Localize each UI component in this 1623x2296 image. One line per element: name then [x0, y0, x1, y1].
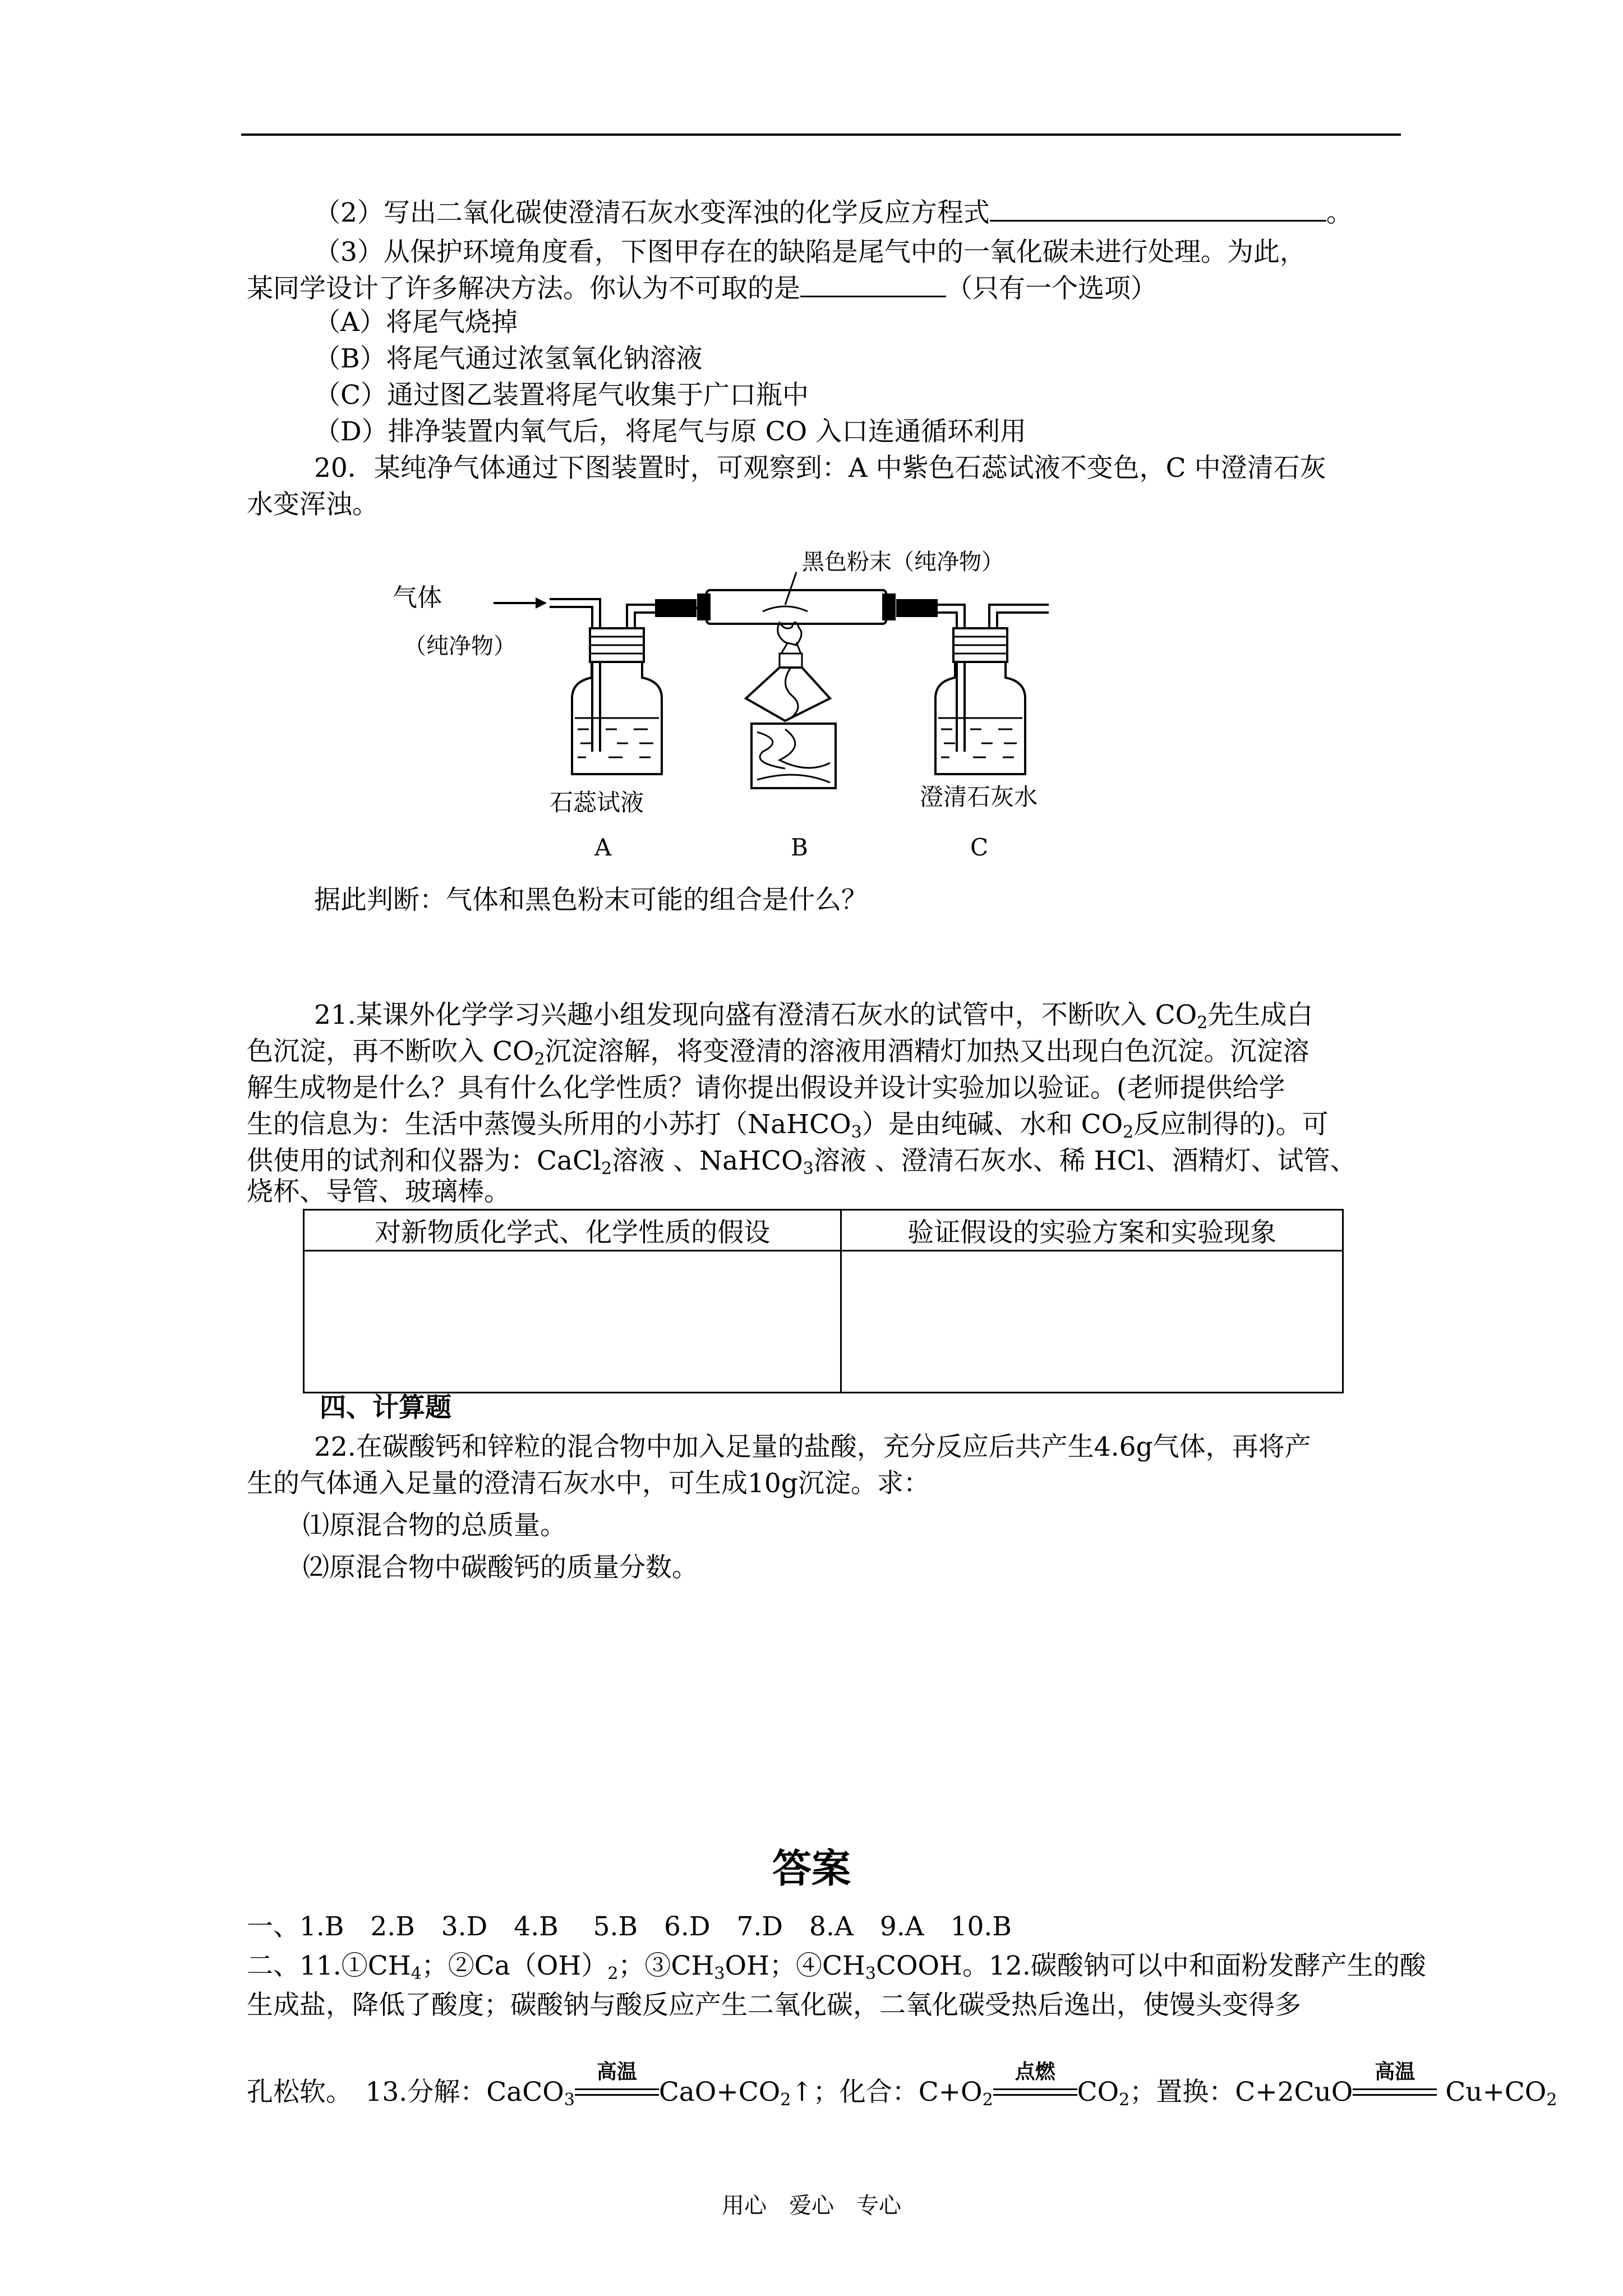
answers-line3: 生成盐，降低了酸度；碳酸钠与酸反应产生二氧化碳，二氧化碳受热后逸出，使馒头变得多: [247, 1990, 1301, 2021]
q19-option-d: （D）排净装置内氧气后，将尾气与原 CO 入口连通循环利用: [314, 416, 1027, 447]
answers-line4: 孔松软。 13.分解：CaCO$_3$ 高温 $CaO+CO_2↑$；化合：$C+O_2$ 点燃 $CO_2$；置换：C+2CuO 高温 $Cu+CO_2$: [247, 2060, 1557, 2110]
q20-line1: 20．某纯净气体通过下图装置时，可观察到：A 中紫色石蕊试液不变色，C 中澄清石灰: [314, 453, 1326, 484]
q20-question: 据此判断：气体和黑色粉末可能的组合是什么？: [314, 885, 868, 915]
q19-option-a: （A）将尾气烧掉: [314, 307, 518, 338]
bottle-a-label: 石蕊试液: [550, 789, 644, 816]
q21-line3: 解生成物是什么？具有什么化学性质？请你提出假设并设计实验加以验证。(老师提供给学: [247, 1073, 1285, 1103]
answer-blank[interactable]: [800, 296, 946, 297]
q19-part3-line2: 某同学设计了许多解决方法。你认为不可取的是 （只有一个选项）: [247, 273, 1157, 304]
table-header-verification: 验证假设的实验方案和实验现象: [841, 1210, 1343, 1251]
q21-line2: 色沉淀，再不断吹入 $CO_2$沉淀溶解，将变澄清的溶液用酒精灯加热又出现白色沉淀。沉淀溶: [247, 1036, 1310, 1069]
bottle-c-label: 澄清石灰水: [920, 783, 1038, 811]
answers-line1: 一、1.B 2.B 3.D 4.B 5.B 6.D 7.D 8.A 9.A 10.B: [247, 1911, 1012, 1942]
rubber-connector: [897, 600, 937, 616]
q19-option-c: （C）通过图乙装置将尾气收集于广口瓶中: [314, 380, 809, 411]
q21-line5: 供使用的试剂和仪器为：CaCl$_2$溶液 、NaHCO$_3$溶液 、澄清石灰水、稀 HCl、酒精灯、试管、: [247, 1145, 1357, 1179]
gas-label: 气体: [393, 583, 442, 612]
section-heading: 四、计算题: [320, 1392, 451, 1423]
table-header-hypothesis: 对新物质化学式、化学性质的假设: [304, 1210, 841, 1251]
answer-blank[interactable]: [990, 220, 1326, 222]
condition-ignite: 点燃: [993, 2067, 1077, 2101]
hypothesis-cell[interactable]: [304, 1251, 841, 1393]
page-footer: 用心 爱心 专心: [722, 2193, 901, 2219]
gas-note: （纯净物）: [404, 633, 516, 659]
powder-label: 黑色粉末（纯净物）: [802, 549, 1004, 575]
apparatus-figure: [393, 539, 1099, 869]
condition-high-temp: 高温: [1353, 2067, 1437, 2101]
q19-part3-line1: （3）从保护环境角度看，下图甲存在的缺陷是尾气中的一氧化碳未进行处理。为此，: [314, 237, 1306, 268]
verification-cell[interactable]: [841, 1251, 1343, 1393]
flame: [778, 622, 801, 645]
answers-line2: 二、$11.①CH_4$；$②Ca(OH)_2$；$③CH_3OH$；$④CH_3COOH$。12.碳酸钠可以中和面粉发酵产生的酸: [247, 1950, 1426, 1984]
q20-line2: 水变浑浊。: [247, 489, 379, 520]
label-b: B: [791, 834, 808, 861]
q22-line2: 生的气体通入足量的澄清石灰水中，可生成10g沉淀。求：: [247, 1468, 930, 1499]
q19-part2: （2）写出二氧化碳使澄清石灰水变浑浊的化学反应方程式 。: [314, 197, 1353, 228]
label-a: A: [594, 834, 612, 861]
q21-line4: 生的信息为：生活中蒸馒头所用的小苏打（NaHCO$_3$）是由纯碱、水和 $CO_2$反应制得的)。可: [247, 1109, 1329, 1142]
answers-title: 答案: [772, 1845, 851, 1892]
q19-option-b: （B）将尾气通过浓氢氧化钠溶液: [314, 343, 703, 374]
alcohol-lamp: [746, 668, 830, 721]
q22-part1: ⑴原混合物的总质量。: [303, 1510, 566, 1541]
rubber-connector: [656, 600, 695, 616]
q21-line1: 21.某课外化学学习兴趣小组发现向盛有澄清石灰水的试管中，不断吹入 $CO_2$先生成白: [314, 1000, 1313, 1033]
header-rule: [241, 134, 1401, 136]
label-c: C: [970, 834, 989, 861]
condition-high-temp: 高温: [575, 2067, 659, 2101]
hypothesis-table: [303, 1209, 1344, 1393]
q22-line1: 22.在碳酸钙和锌粒的混合物中加入足量的盐酸，充分反应后共产生4.6g气体，再将产: [314, 1432, 1311, 1462]
q21-line6: 烧杯、导管、玻璃棒。: [247, 1176, 510, 1207]
q22-part2: ⑵原混合物中碳酸钙的质量分数。: [303, 1552, 698, 1583]
arrow-head: [536, 597, 547, 609]
